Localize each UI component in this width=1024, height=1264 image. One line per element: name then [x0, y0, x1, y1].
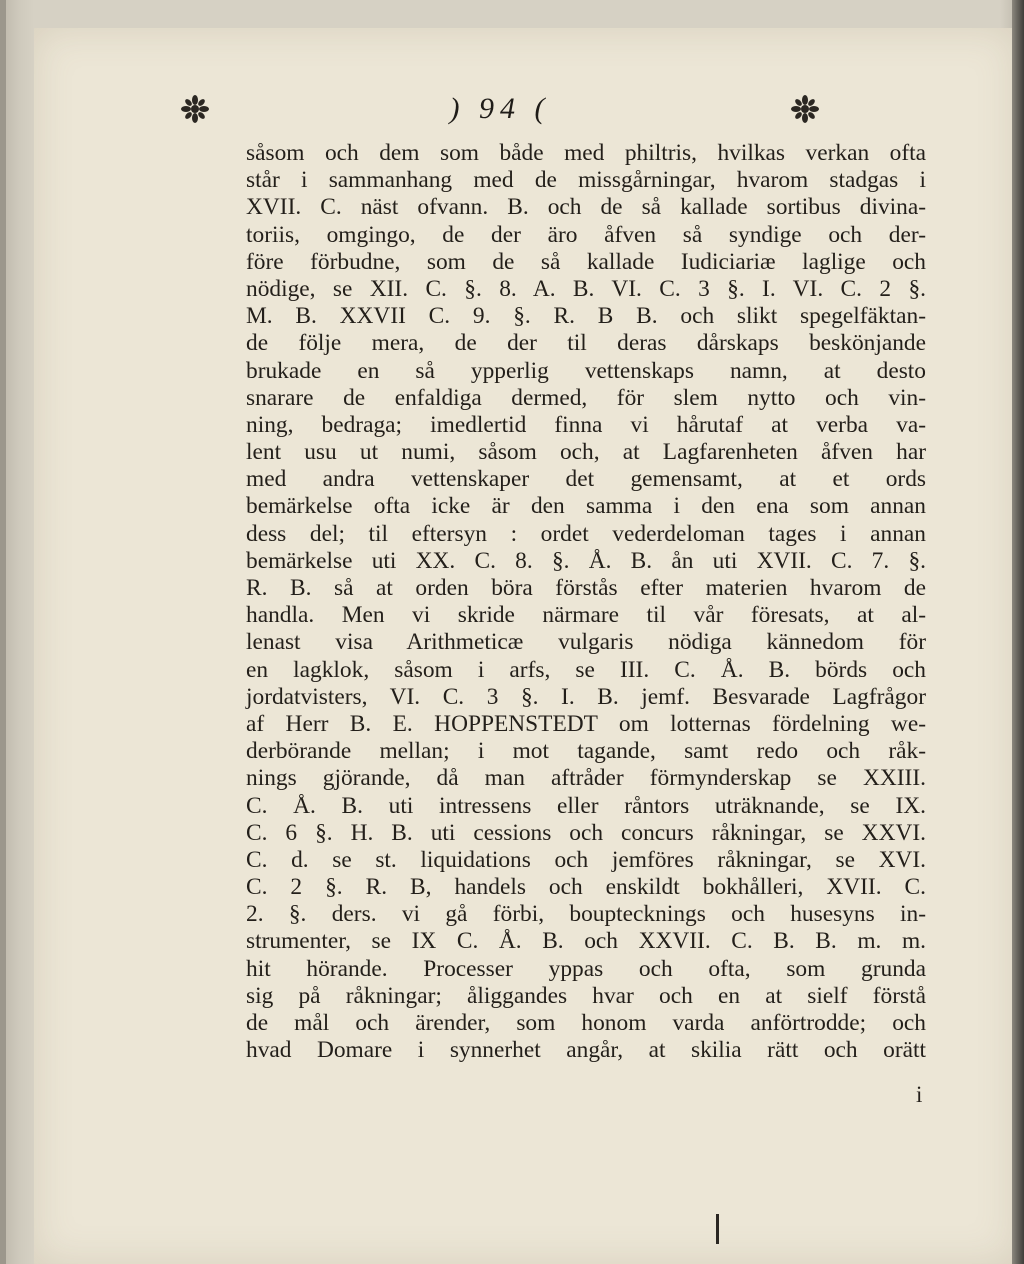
- text-line: handla. Men vi skride närmare til vår föresats, at al-: [246, 602, 926, 629]
- text-line: hvad Domare i synnerhet angår, at skilia rätt och orätt: [246, 1037, 926, 1064]
- flower-ornament-icon: [790, 94, 820, 124]
- text-line: sig på råkningar; åliggandes hvar och en at sielf förstå: [246, 982, 926, 1009]
- page-number: ) 94 (: [449, 92, 551, 125]
- text-line: toriis, omgingo, de der äro åfven så syndige och der-: [246, 221, 926, 248]
- text-line: ning, bedraga; imedlertid finna vi hårutaf at verba va-: [246, 411, 926, 438]
- text-line: de mål och ärender, som honom varda anförtrodde; och: [246, 1010, 926, 1036]
- text-line: brukade en så ypperlig vettenskaps namn, at desto: [246, 357, 926, 384]
- text-line: en lagklok, såsom i arfs, se III. C. Å. B. börds och: [246, 656, 926, 683]
- text-line: snarare de enfaldiga dermed, för slem nytto och vin-: [246, 384, 926, 411]
- text-line: nings gjörande, då man aftråder förmynderskap se XXIII.: [246, 765, 926, 792]
- text-line: jordatvisters, VI. C. 3 §. I. B. jemf. Besvarade Lagfrågor: [246, 683, 926, 710]
- flower-ornament-icon: [180, 94, 210, 124]
- text-line: står i sammanhang med de missgårningar, hvarom stadgas i: [246, 167, 926, 194]
- text-line: M. B. XXVII C. 9. §. R. B B. och slikt spegelfäktan-: [246, 303, 926, 330]
- text-line: bemärkelse ofta icke är den samma i den ena som annan: [246, 493, 926, 520]
- text-line: dess del; til eftersyn : ordet vederdeloman tages i annan: [246, 520, 926, 547]
- text-line: strumenter, se IX C. Å. B. och XXVII. C. B. B. m. m.: [246, 928, 926, 955]
- text-line: R. B. så at orden böra förstås efter materien hvarom de: [246, 575, 926, 601]
- text-line: nödige, se XII. C. §. 8. A. B. VI. C. 3 §. I. VI. C. 2 §.: [246, 275, 926, 302]
- page-header: [180, 84, 820, 134]
- text-line: C. Å. B. uti intressens eller råntors uträknande, se IX.: [246, 792, 926, 819]
- right-scan-edge: [1012, 0, 1024, 1264]
- text-line: lenast visa Arithmeticæ vulgaris nödiga kännedom för: [246, 629, 926, 656]
- bottom-ink-mark: [716, 1214, 719, 1244]
- text-line: före förbudne, som de så kallade Iudiciariæ laglige och: [246, 248, 926, 275]
- text-line: såsom och dem som både med philtris, hvilkas verkan ofta: [246, 140, 926, 166]
- text-line: 2. §. ders. vi gå förbi, bouptecknings och husesyns in-: [246, 901, 926, 928]
- left-scan-edge: [0, 0, 6, 1264]
- catchword: i: [916, 1082, 923, 1107]
- text-line: C. d. se st. liquidations och jemföres råkningar, se XVI.: [246, 846, 926, 873]
- text-line: hit hörande. Processer yppas och ofta, som grunda: [246, 955, 926, 982]
- text-line: C. 6 §. H. B. uti cessions och concurs råkningar, se XXVI.: [246, 819, 926, 846]
- text-line: XVII. C. näst ofvann. B. och de så kallade sortibus divina-: [246, 194, 926, 221]
- text-line: lent usu ut numi, såsom och, at Lagfarenheten åfven har: [246, 439, 926, 466]
- text-line: de följe mera, de der til deras dårskaps beskönjande: [246, 330, 926, 357]
- text-line: bemärkelse uti XX. C. 8. §. Å. B. ån uti XVII. C. 7. §.: [246, 547, 926, 574]
- text-line: derbörande mellan; i mot tagande, samt redo och råk-: [246, 738, 926, 765]
- text-line: C. 2 §. R. B, handels och enskildt bokhålleri, XVII. C.: [246, 874, 926, 901]
- body-text: [246, 140, 926, 1064]
- text-line: af Herr B. E. HOPPENSTEDT om lotternas fördelning we-: [246, 710, 926, 737]
- text-line: med andra vettenskaper det gemensamt, at et ords: [246, 466, 926, 493]
